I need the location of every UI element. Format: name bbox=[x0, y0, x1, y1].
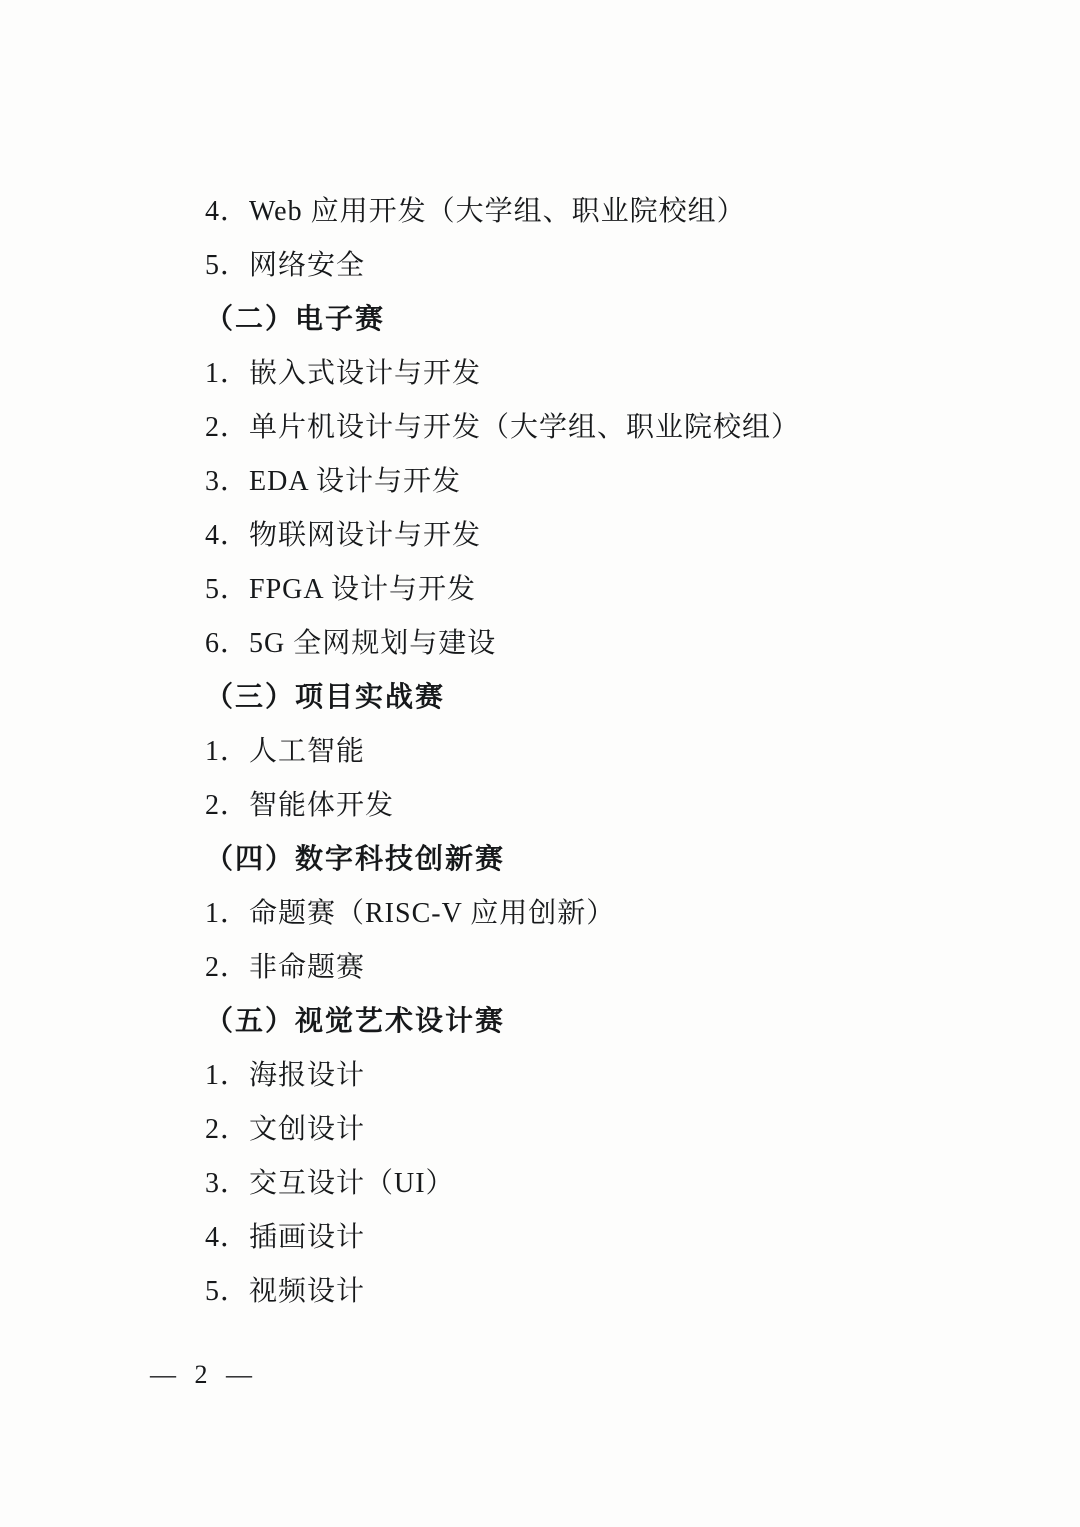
list-item: 2．非命题赛 bbox=[205, 952, 366, 983]
list-item: 1．人工智能 bbox=[205, 736, 366, 767]
list-item: 2．智能体开发 bbox=[205, 790, 395, 821]
document-body bbox=[205, 185, 905, 1319]
section-heading: （五）视觉艺术设计赛 bbox=[205, 1006, 506, 1037]
list-item: 4．插画设计 bbox=[205, 1222, 366, 1253]
list-item: 5．网络安全 bbox=[205, 250, 366, 281]
list-item: 1．海报设计 bbox=[205, 1060, 366, 1091]
list-item: 5．FPGA 设计与开发 bbox=[205, 574, 477, 605]
list-item: 5．视频设计 bbox=[205, 1276, 366, 1307]
list-item: 4．Web 应用开发（大学组、职业院校组） bbox=[205, 196, 746, 227]
section-heading: （四）数字科技创新赛 bbox=[205, 844, 506, 875]
page-number: — 2 — bbox=[150, 1360, 258, 1389]
list-item: 1．嵌入式设计与开发 bbox=[205, 358, 482, 389]
section-heading: （三）项目实战赛 bbox=[205, 682, 446, 713]
list-item: 2．文创设计 bbox=[205, 1114, 366, 1145]
list-item: 3．EDA 设计与开发 bbox=[205, 466, 462, 497]
page-footer bbox=[150, 1360, 450, 1390]
list-item: 1．命题赛（RISC-V 应用创新） bbox=[205, 898, 616, 929]
list-item: 4．物联网设计与开发 bbox=[205, 520, 482, 551]
list-item: 6．5G 全网规划与建设 bbox=[205, 628, 497, 659]
list-item: 3．交互设计（UI） bbox=[205, 1168, 455, 1199]
list-item: 2．单片机设计与开发（大学组、职业院校组） bbox=[205, 412, 801, 443]
section-heading: （二）电子赛 bbox=[205, 304, 386, 335]
